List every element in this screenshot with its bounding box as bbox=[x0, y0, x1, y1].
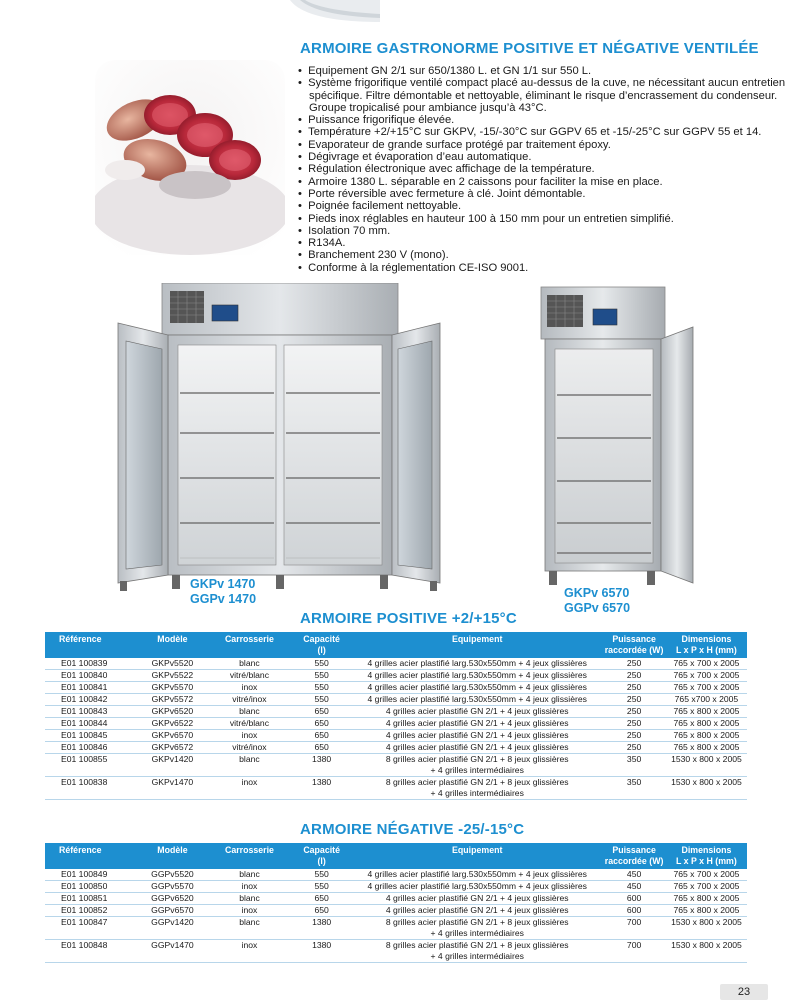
cell-modele: GKPv5570 bbox=[137, 682, 208, 694]
model-name: GKPv 6570 bbox=[564, 586, 630, 600]
col-header-reference: Référence bbox=[45, 843, 137, 869]
feature-item: • Température +2/+15°C sur GKPV, -15/-30°C sur GGPV 65 et -15/-25°C sur GGPV 55 et 14. bbox=[298, 126, 793, 138]
col-header-equipement: Equipement bbox=[352, 632, 602, 658]
cell-carrosserie: vitré/blanc bbox=[208, 718, 291, 730]
cell-equipement: 4 grilles acier plastifié GN 2/1 + 4 jeux glissières bbox=[352, 893, 602, 905]
feature-list bbox=[298, 65, 793, 274]
positive-spec-table bbox=[45, 632, 747, 800]
cell-dimensions: 765 x 800 x 2005 bbox=[666, 730, 747, 742]
cell-dimensions: 1530 x 800 x 2005 bbox=[666, 917, 747, 940]
cell-equipement: 4 grilles acier plastifié larg.530x550mm + 4 jeux glissières bbox=[352, 881, 602, 893]
cell-puissance: 450 bbox=[602, 881, 665, 893]
model-name: GKPv 1470 bbox=[190, 577, 256, 591]
cell-carrosserie: blanc bbox=[208, 917, 291, 940]
page-number: 23 bbox=[720, 984, 768, 1000]
cell-reference: E01 100847 bbox=[45, 917, 137, 940]
feature-item: • Pieds inox réglables en hauteur 100 à 150 mm pour un entretien simplifié. bbox=[298, 213, 793, 225]
cell-carrosserie: blanc bbox=[208, 754, 291, 777]
cell-capacite: 550 bbox=[291, 682, 352, 694]
cell-puissance: 700 bbox=[602, 940, 665, 963]
cell-capacite: 1380 bbox=[291, 754, 352, 777]
feature-item: • Equipement GN 2/1 sur 650/1380 L. et GN 1/1 sur 550 L. bbox=[298, 65, 793, 77]
feature-item: • Poignée facilement nettoyable. bbox=[298, 200, 793, 212]
double-fridge-illustration bbox=[108, 283, 450, 593]
col-header-capacite: Capacité (l) bbox=[291, 843, 352, 869]
table-row bbox=[45, 905, 747, 917]
cell-reference: E01 100845 bbox=[45, 730, 137, 742]
table-row bbox=[45, 917, 747, 940]
cell-carrosserie: vitré/inox bbox=[208, 742, 291, 754]
cell-capacite: 650 bbox=[291, 730, 352, 742]
cell-reference: E01 100852 bbox=[45, 905, 137, 917]
cell-puissance: 350 bbox=[602, 777, 666, 800]
cell-dimensions: 1530 x 800 x 2005 bbox=[666, 777, 747, 800]
feature-item: • Porte réversible avec fermeture à clé. Joint démontable. bbox=[298, 188, 793, 200]
cell-puissance: 600 bbox=[602, 893, 665, 905]
cell-carrosserie: blanc bbox=[208, 869, 291, 881]
cell-reference: E01 100841 bbox=[45, 682, 137, 694]
feature-item: • Dégivrage et évaporation d’eau automatique. bbox=[298, 151, 793, 163]
table-row bbox=[45, 694, 747, 706]
model-label-big bbox=[190, 577, 256, 606]
cell-reference: E01 100844 bbox=[45, 718, 137, 730]
cell-modele: GKPv5520 bbox=[137, 658, 208, 670]
table-row bbox=[45, 706, 747, 718]
col-header-dimensions: Dimensions L x P x H (mm) bbox=[666, 632, 747, 658]
cell-carrosserie: inox bbox=[208, 881, 291, 893]
cell-capacite: 650 bbox=[291, 718, 352, 730]
cell-capacite: 550 bbox=[291, 869, 352, 881]
cell-modele: GGPv5520 bbox=[137, 869, 208, 881]
cell-equipement: 4 grilles acier plastifié larg.530x550mm + 4 jeux glissières bbox=[352, 658, 602, 670]
model-label-small bbox=[564, 586, 630, 615]
cell-reference: E01 100850 bbox=[45, 881, 137, 893]
feature-item: • Système frigorifique ventilé compact placé au-dessus de la cuve, ne nécessitant aucun entretien spécifique. Filtre démontable et nettoyable, éliminant le risque d’encrassement du condenseur. Groupe tropicalisé pour ambiance jusqu’à 43°C. bbox=[298, 77, 793, 114]
cell-dimensions: 765 x700 x 2005 bbox=[666, 694, 747, 706]
negative-spec-table bbox=[45, 843, 747, 963]
table-row bbox=[45, 670, 747, 682]
cell-carrosserie: vitré/inox bbox=[208, 694, 291, 706]
cell-modele: GKPv6520 bbox=[137, 706, 208, 718]
cell-carrosserie: blanc bbox=[208, 706, 291, 718]
cell-dimensions: 765 x 700 x 2005 bbox=[666, 682, 747, 694]
cell-modele: GKPv5572 bbox=[137, 694, 208, 706]
cell-capacite: 550 bbox=[291, 881, 352, 893]
feature-item: • R134A. bbox=[298, 237, 793, 249]
cell-carrosserie: blanc bbox=[208, 658, 291, 670]
cell-equipement: 4 grilles acier plastifié larg.530x550mm + 4 jeux glissières bbox=[352, 670, 602, 682]
cell-capacite: 1380 bbox=[291, 777, 352, 800]
feature-item: • Conforme à la réglementation CE-ISO 9001. bbox=[298, 262, 793, 274]
cell-capacite: 550 bbox=[291, 694, 352, 706]
cell-modele: GGPv6520 bbox=[137, 893, 208, 905]
cell-puissance: 700 bbox=[602, 917, 665, 940]
table-header-row bbox=[45, 632, 747, 658]
model-name: GGPv 1470 bbox=[190, 591, 257, 606]
negative-section-title: ARMOIRE NÉGATIVE -25/-15°C bbox=[300, 821, 525, 838]
cell-equipement: 4 grilles acier plastifié larg.530x550mm + 4 jeux glissières bbox=[352, 694, 602, 706]
cell-modele: GGPv1470 bbox=[137, 940, 208, 963]
cell-modele: GGPv1420 bbox=[137, 917, 208, 940]
cell-reference: E01 100842 bbox=[45, 694, 137, 706]
cell-carrosserie: inox bbox=[208, 730, 291, 742]
cell-carrosserie: inox bbox=[208, 940, 291, 963]
col-header-modele: Modèle bbox=[137, 843, 208, 869]
cell-modele: GGPv5570 bbox=[137, 881, 208, 893]
table-row bbox=[45, 893, 747, 905]
cell-equipement: 4 grilles acier plastifié GN 2/1 + 4 jeux glissières bbox=[352, 742, 602, 754]
cell-puissance: 250 bbox=[602, 706, 666, 718]
single-fridge-illustration bbox=[537, 283, 697, 588]
cell-equipement: 4 grilles acier plastifié GN 2/1 + 4 jeux glissières bbox=[352, 706, 602, 718]
col-header-puissance: Puissance raccordée (W) bbox=[602, 632, 666, 658]
cell-reference: E01 100855 bbox=[45, 754, 137, 777]
cell-reference: E01 100838 bbox=[45, 777, 137, 800]
cell-equipement: 8 grilles acier plastifié GN 2/1 + 8 jeux glissières + 4 grilles intermédiaires bbox=[352, 917, 602, 940]
cell-modele: GKPv1420 bbox=[137, 754, 208, 777]
col-header-dimensions: Dimensions L x P x H (mm) bbox=[666, 843, 747, 869]
cell-dimensions: 765 x 700 x 2005 bbox=[666, 881, 747, 893]
cell-dimensions: 765 x 700 x 2005 bbox=[666, 658, 747, 670]
cell-dimensions: 765 x 700 x 2005 bbox=[666, 869, 747, 881]
cell-puissance: 600 bbox=[602, 905, 665, 917]
cell-reference: E01 100848 bbox=[45, 940, 137, 963]
cell-puissance: 350 bbox=[602, 754, 666, 777]
cell-carrosserie: inox bbox=[208, 905, 291, 917]
cell-puissance: 250 bbox=[602, 670, 666, 682]
positive-section-title: ARMOIRE POSITIVE +2/+15°C bbox=[300, 610, 517, 627]
table-row bbox=[45, 718, 747, 730]
cell-reference: E01 100851 bbox=[45, 893, 137, 905]
cell-equipement: 4 grilles acier plastifié GN 2/1 + 4 jeux glissières bbox=[352, 718, 602, 730]
col-header-equipement: Equipement bbox=[352, 843, 602, 869]
cell-capacite: 650 bbox=[291, 742, 352, 754]
cell-puissance: 250 bbox=[602, 718, 666, 730]
page-title: ARMOIRE GASTRONORME POSITIVE ET NÉGATIVE VENTILÉE bbox=[300, 40, 759, 57]
table-row bbox=[45, 742, 747, 754]
cell-capacite: 550 bbox=[291, 670, 352, 682]
cell-capacite: 1380 bbox=[291, 940, 352, 963]
col-header-capacite: Capacité (l) bbox=[291, 632, 352, 658]
cell-modele: GGPv6570 bbox=[137, 905, 208, 917]
meat-photo bbox=[95, 60, 285, 255]
cell-capacite: 550 bbox=[291, 658, 352, 670]
table-row bbox=[45, 754, 747, 777]
cell-reference: E01 100839 bbox=[45, 658, 137, 670]
feature-item: • Isolation 70 mm. bbox=[298, 225, 793, 237]
cell-reference: E01 100840 bbox=[45, 670, 137, 682]
cell-carrosserie: blanc bbox=[208, 893, 291, 905]
table-row bbox=[45, 730, 747, 742]
cell-puissance: 250 bbox=[602, 694, 666, 706]
col-header-puissance: Puissance raccordée (W) bbox=[602, 843, 665, 869]
cell-modele: GKPv1470 bbox=[137, 777, 208, 800]
cell-equipement: 4 grilles acier plastifié GN 2/1 + 4 jeux glissières bbox=[352, 905, 602, 917]
cell-carrosserie: inox bbox=[208, 682, 291, 694]
table-row bbox=[45, 940, 747, 963]
cell-dimensions: 765 x 800 x 2005 bbox=[666, 905, 747, 917]
col-header-carrosserie: Carrosserie bbox=[208, 632, 291, 658]
col-header-carrosserie: Carrosserie bbox=[208, 843, 291, 869]
col-header-modele: Modèle bbox=[137, 632, 208, 658]
cell-equipement: 4 grilles acier plastifié larg.530x550mm + 4 jeux glissières bbox=[352, 682, 602, 694]
cell-equipement: 8 grilles acier plastifié GN 2/1 + 8 jeux glissières + 4 grilles intermédiaires bbox=[352, 754, 602, 777]
cell-reference: E01 100846 bbox=[45, 742, 137, 754]
cell-dimensions: 765 x 800 x 2005 bbox=[666, 718, 747, 730]
cell-equipement: 4 grilles acier plastifié larg.530x550mm + 4 jeux glissières bbox=[352, 869, 602, 881]
cell-dimensions: 765 x 700 x 2005 bbox=[666, 670, 747, 682]
cell-modele: GKPv6570 bbox=[137, 730, 208, 742]
cell-capacite: 650 bbox=[291, 893, 352, 905]
cell-capacite: 650 bbox=[291, 706, 352, 718]
cell-dimensions: 765 x 800 x 2005 bbox=[666, 893, 747, 905]
model-name: GGPv 6570 bbox=[564, 600, 631, 615]
feature-item: • Régulation électronique avec affichage de la température. bbox=[298, 163, 793, 175]
cell-equipement: 4 grilles acier plastifié GN 2/1 + 4 jeux glissières bbox=[352, 730, 602, 742]
feature-item: • Branchement 230 V (mono). bbox=[298, 249, 793, 261]
cell-carrosserie: vitré/blanc bbox=[208, 670, 291, 682]
cell-equipement: 8 grilles acier plastifié GN 2/1 + 8 jeux glissières + 4 grilles intermédiaires bbox=[352, 940, 602, 963]
cell-puissance: 250 bbox=[602, 682, 666, 694]
feature-item: • Puissance frigorifique élevée. bbox=[298, 114, 793, 126]
cell-modele: GKPv5522 bbox=[137, 670, 208, 682]
cell-dimensions: 1530 x 800 x 2005 bbox=[666, 940, 747, 963]
table-row bbox=[45, 881, 747, 893]
table-row bbox=[45, 658, 747, 670]
cell-puissance: 250 bbox=[602, 730, 666, 742]
cell-equipement: 8 grilles acier plastifié GN 2/1 + 8 jeux glissières + 4 grilles intermédiaires bbox=[352, 777, 602, 800]
cell-carrosserie: inox bbox=[208, 777, 291, 800]
table-row bbox=[45, 869, 747, 881]
cell-dimensions: 765 x 800 x 2005 bbox=[666, 706, 747, 718]
cell-reference: E01 100843 bbox=[45, 706, 137, 718]
table-header-row bbox=[45, 843, 747, 869]
cell-puissance: 250 bbox=[602, 658, 666, 670]
cell-dimensions: 1530 x 800 x 2005 bbox=[666, 754, 747, 777]
cell-reference: E01 100849 bbox=[45, 869, 137, 881]
cell-dimensions: 765 x 800 x 2005 bbox=[666, 742, 747, 754]
cell-modele: GKPv6572 bbox=[137, 742, 208, 754]
feature-item: • Evaporateur de grande surface protégé par traitement époxy. bbox=[298, 139, 793, 151]
cell-puissance: 250 bbox=[602, 742, 666, 754]
feature-item: • Armoire 1380 L. séparable en 2 caissons pour faciliter la mise en place. bbox=[298, 176, 793, 188]
cell-modele: GKPv6522 bbox=[137, 718, 208, 730]
col-header-reference: Référence bbox=[45, 632, 137, 658]
cell-capacite: 1380 bbox=[291, 917, 352, 940]
table-row bbox=[45, 682, 747, 694]
cell-capacite: 650 bbox=[291, 905, 352, 917]
top-swoosh-decoration bbox=[0, 0, 800, 40]
table-row bbox=[45, 777, 747, 800]
cell-puissance: 450 bbox=[602, 869, 665, 881]
